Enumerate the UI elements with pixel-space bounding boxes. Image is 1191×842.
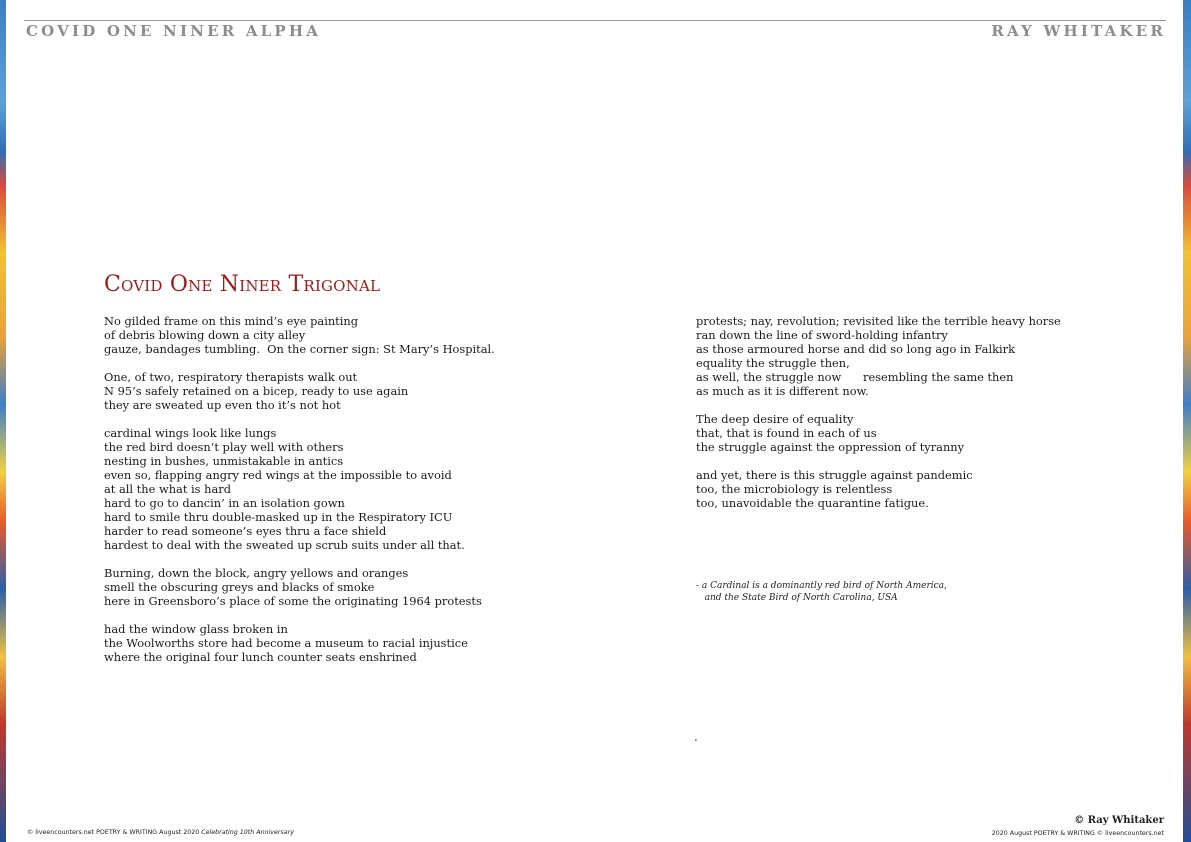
footer-left-anniversary: Celebrating 10th Anniversary xyxy=(201,829,294,836)
poem-line: of debris blowing down a city alley xyxy=(104,328,306,342)
poem-line: hard to go to dancin’ in an isolation gown xyxy=(104,496,345,510)
footer-right: 2020 August POETRY & WRITING © liveencounters.net xyxy=(991,830,1164,837)
poem-line: the Woolworths store had become a museum to racial injustice xyxy=(104,636,468,650)
poem-line: that, that is found in each of us xyxy=(696,426,877,440)
poem-line: too, unavoidable the quarantine fatigue. xyxy=(696,496,929,510)
poem-line: hard to smile thru double-masked up in the Respiratory ICU xyxy=(104,510,453,524)
poem-line: Burning, down the block, angry yellows and oranges xyxy=(104,566,409,580)
poem-line: equality the struggle then, xyxy=(696,356,850,370)
right-edge-artwork xyxy=(1183,0,1191,842)
poem-line: had the window glass broken in xyxy=(104,622,288,636)
poem-line: No gilded frame on this mind’s eye painting xyxy=(104,314,359,328)
footer-author-credit: © Ray Whitaker xyxy=(1074,815,1164,826)
poem-left-column xyxy=(104,314,664,664)
poem-line: at all the what is hard xyxy=(104,482,232,496)
poem-line: here in Greensboro’s place of some the originating 1964 protests xyxy=(104,594,482,608)
poem-line: hardest to deal with the sweated up scrub suits under all that. xyxy=(104,538,465,552)
stanza-break xyxy=(696,398,1156,412)
poem-line: and the State Bird of North Carolina, USA xyxy=(696,593,898,603)
poem-line: smell the obscuring greys and blacks of smoke xyxy=(104,580,375,594)
poem-title: Covid One Niner Trigonal xyxy=(104,272,381,297)
poem-line: protests; nay, revolution; revisited like the terrible heavy horse xyxy=(696,314,1061,328)
poem-line: - a Cardinal is a dominantly red bird of North America, xyxy=(696,581,947,591)
poem-line: the red bird doesn’t play well with others xyxy=(104,440,344,454)
stanza-break xyxy=(104,356,664,370)
poem-line: where the original four lunch counter seats enshrined xyxy=(104,650,417,664)
trailing-mark: . xyxy=(694,730,698,744)
poem-line: N 95’s safely retained on a bicep, ready to use again xyxy=(104,384,409,398)
poem-right-column xyxy=(696,314,1156,510)
stanza-break xyxy=(104,552,664,566)
poem-line: cardinal wings look like lungs xyxy=(104,426,277,440)
poem-footnote xyxy=(696,580,947,604)
left-edge-artwork xyxy=(0,0,6,842)
poem-line: as well, the struggle now resembling the same then xyxy=(696,370,1014,384)
poem-line: even so, flapping angry red wings at the impossible to avoid xyxy=(104,468,452,482)
poem-line: the struggle against the oppression of tyranny xyxy=(696,440,965,454)
footer-left-text: © liveencounters.net POETRY & WRITING August 2020 xyxy=(27,829,202,836)
poem-line: gauze, bandages tumbling. On the corner sign: St Mary’s Hospital. xyxy=(104,342,495,356)
poem-line: The deep desire of equality xyxy=(696,412,854,426)
poem-line: as much as it is different now. xyxy=(696,384,869,398)
poem-line: harder to read someone’s eyes thru a face shield xyxy=(104,524,387,538)
poem-line: ran down the line of sword-holding infantry xyxy=(696,328,948,342)
footer-left xyxy=(27,829,294,836)
running-header-right: RAY WHITAKER xyxy=(991,22,1166,40)
poem-line: too, the microbiology is relentless xyxy=(696,482,893,496)
poem-line: as those armoured horse and did so long ago in Falkirk xyxy=(696,342,1015,356)
stanza-break xyxy=(104,608,664,622)
poem-line: nesting in bushes, unmistakable in antics xyxy=(104,454,344,468)
poem-line: they are sweated up even tho it’s not hot xyxy=(104,398,341,412)
stanza-break xyxy=(696,454,1156,468)
stanza-break xyxy=(104,412,664,426)
header-rule xyxy=(24,20,1166,21)
poem-line: and yet, there is this struggle against pandemic xyxy=(696,468,973,482)
running-header-left: COVID ONE NINER ALPHA xyxy=(26,22,322,40)
poem-line: One, of two, respiratory therapists walk out xyxy=(104,370,358,384)
